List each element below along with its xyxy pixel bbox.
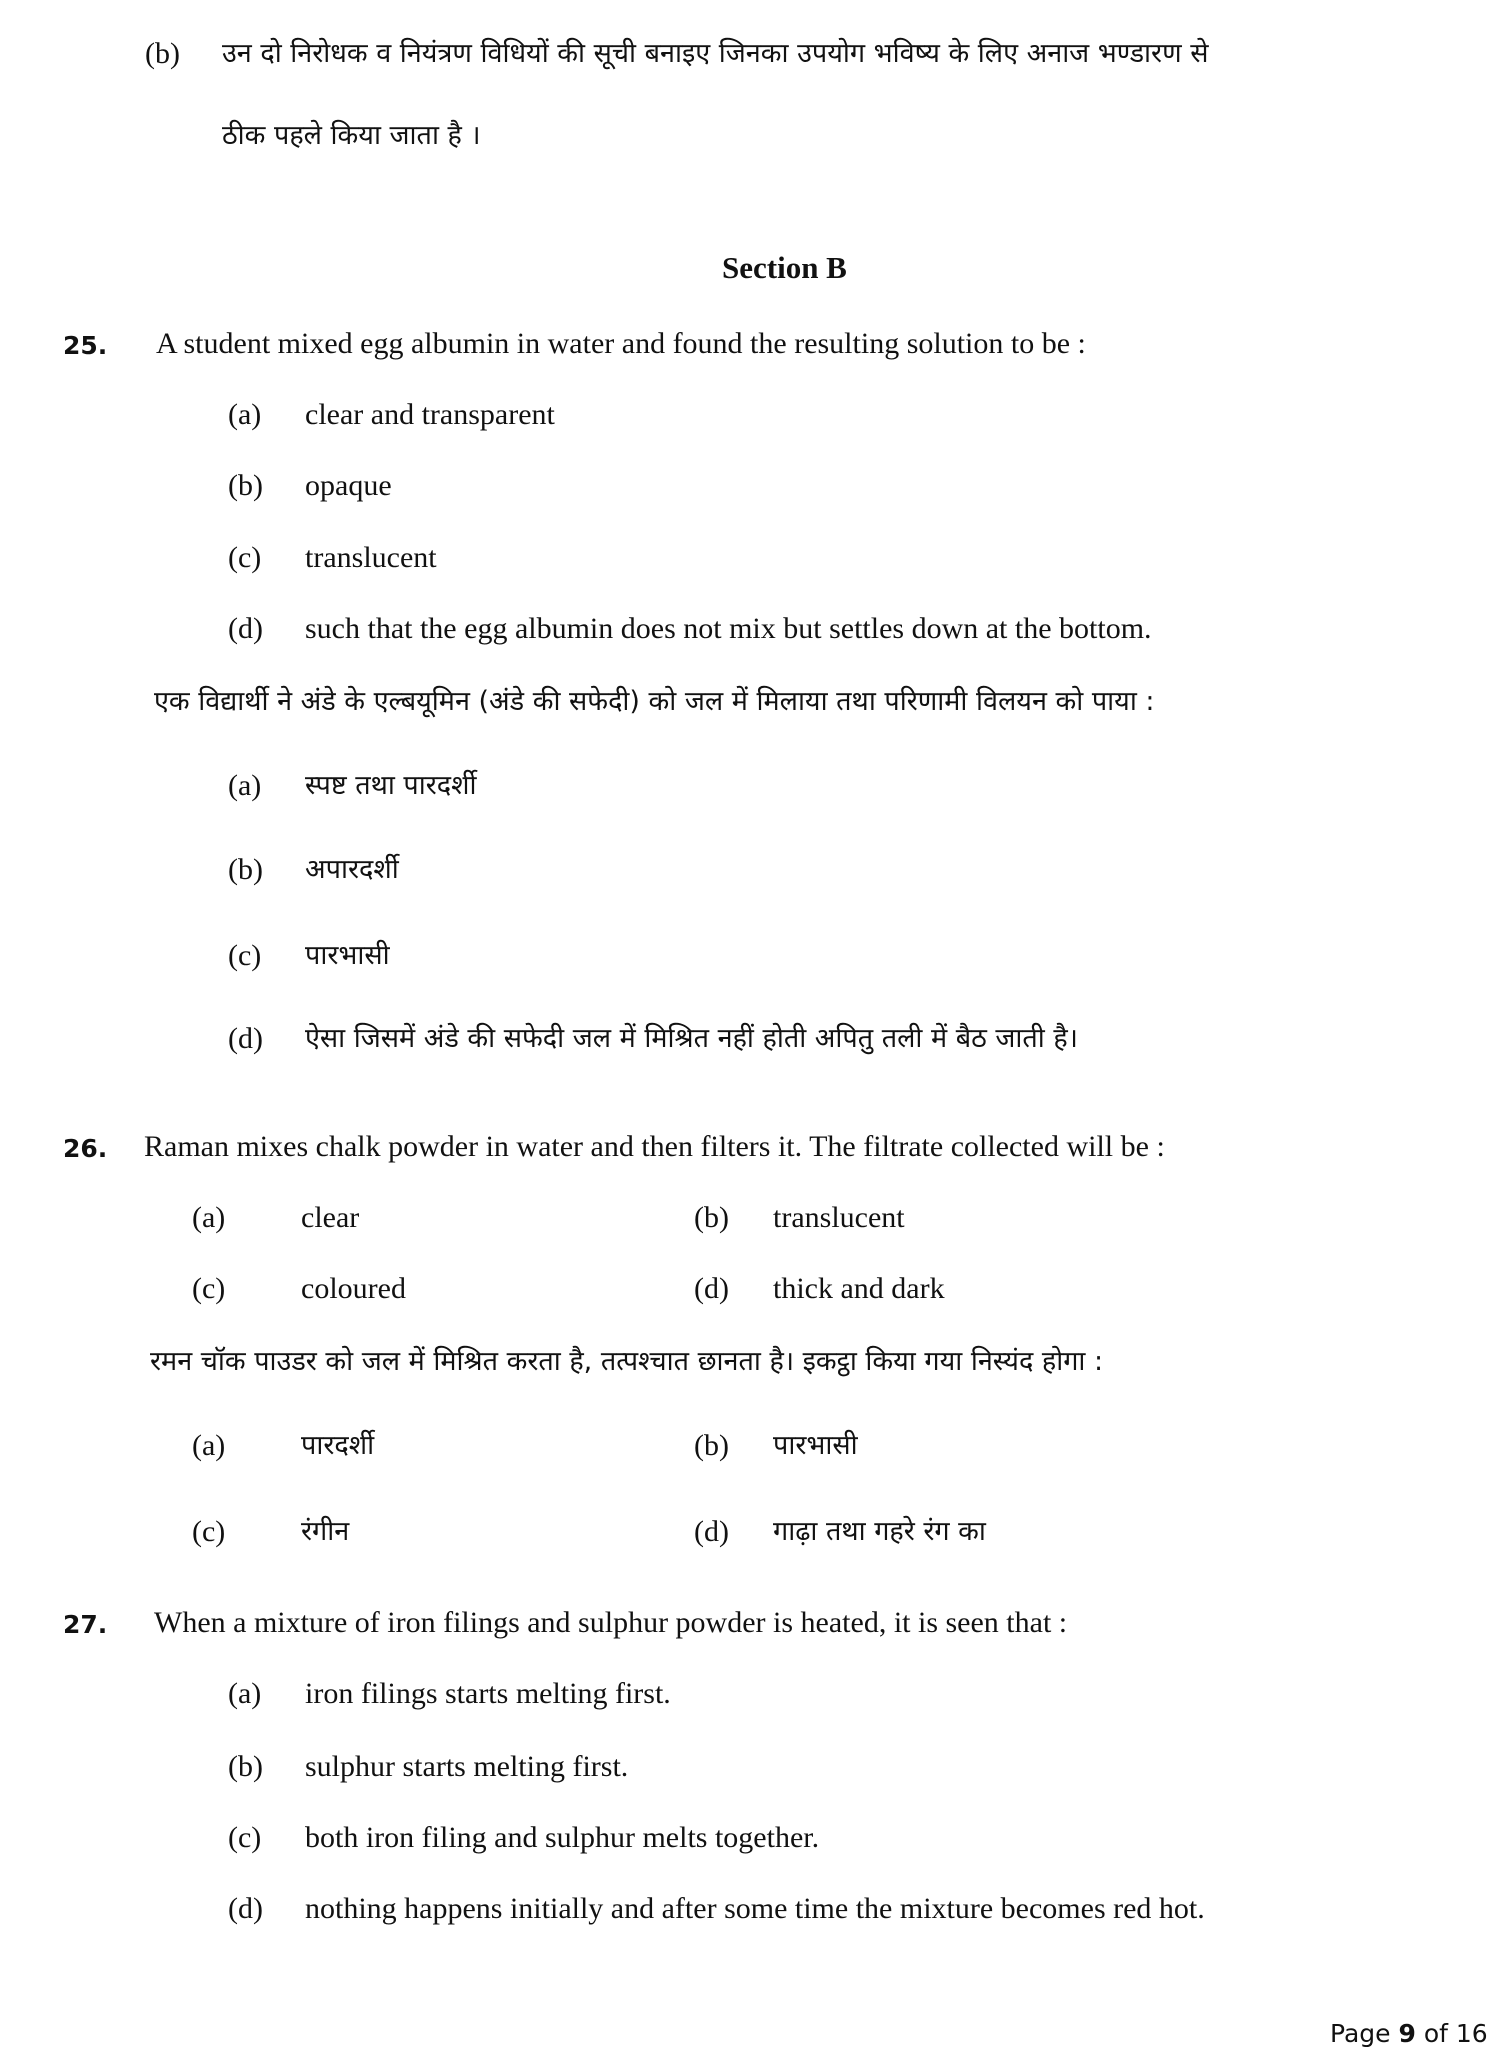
question-text-hindi: एक विद्यार्थी ने अंडे के एल्बयूमिन (अंडे की सफेदी) को जल में मिलाया तथा परिणामी विलयन को पाया :: [154, 686, 1155, 717]
option-label: (a): [192, 1201, 226, 1234]
option-text: coloured: [301, 1272, 406, 1305]
option-label: (a): [228, 769, 262, 802]
question-text-hindi: ठीक पहले किया जाता है ।: [222, 120, 481, 151]
option-text: clear: [301, 1201, 360, 1234]
question-text: When a mixture of iron filings and sulphur powder is heated, it is seen that :: [154, 1606, 1068, 1639]
option-text-hindi: गाढ़ा तथा गहरे रंग का: [773, 1516, 986, 1547]
option-label: (c): [192, 1272, 226, 1305]
option-label: (b): [145, 37, 180, 70]
option-label: (b): [228, 853, 263, 886]
option-label: (c): [228, 1821, 262, 1854]
page-total: of 16: [1415, 2019, 1488, 2048]
option-label: (a): [228, 398, 262, 431]
option-text: clear and transparent: [305, 398, 555, 431]
option-text: sulphur starts melting first.: [305, 1750, 629, 1783]
option-text-hindi: रंगीन: [301, 1516, 350, 1547]
question-text-hindi: उन दो निरोधक व नियंत्रण विधियों की सूची बनाइए जिनका उपयोग भविष्य के लिए अनाज भण्डारण से: [222, 38, 1209, 69]
option-text-hindi: ऐसा जिसमें अंडे की सफेदी जल में मिश्रित नहीं होती अपितु तली में बैठ जाती है।: [305, 1023, 1078, 1054]
option-label: (d): [694, 1272, 729, 1305]
option-text-hindi: पारभासी: [773, 1430, 858, 1461]
question-text: Raman mixes chalk powder in water and then filters it. The filtrate collected will be :: [144, 1130, 1165, 1163]
page-current: 9: [1398, 2019, 1416, 2048]
option-label: (c): [228, 939, 262, 972]
question-text: A student mixed egg albumin in water and found the resulting solution to be :: [156, 327, 1086, 360]
option-text: thick and dark: [773, 1272, 945, 1305]
option-text: both iron filing and sulphur melts together.: [305, 1821, 820, 1854]
option-label: (d): [228, 1022, 263, 1055]
option-label: (b): [694, 1201, 729, 1234]
question-number: 27.: [63, 1610, 108, 1639]
option-label: (d): [228, 612, 263, 645]
option-text: translucent: [305, 541, 437, 574]
option-text: iron filings starts melting first.: [305, 1677, 671, 1710]
option-label: (c): [228, 541, 262, 574]
option-text: opaque: [305, 469, 392, 502]
option-text: such that the egg albumin does not mix but settles down at the bottom.: [305, 612, 1152, 645]
option-label: (b): [228, 1750, 263, 1783]
option-label: (a): [228, 1677, 262, 1710]
option-label: (a): [192, 1429, 226, 1462]
option-label: (b): [228, 469, 263, 502]
option-label: (d): [228, 1892, 263, 1925]
page-number: [1330, 2016, 1488, 2052]
option-label: (c): [192, 1515, 226, 1548]
option-label: (d): [694, 1515, 729, 1548]
option-text: translucent: [773, 1201, 905, 1234]
question-number: 26.: [63, 1134, 108, 1163]
option-text-hindi: स्पष्ट तथा पारदर्शी: [305, 770, 477, 801]
page-prefix: Page: [1330, 2019, 1399, 2048]
section-title: Section B: [722, 250, 847, 285]
option-text-hindi: पारभासी: [305, 940, 390, 971]
option-text-hindi: अपारदर्शी: [305, 854, 399, 885]
option-text-hindi: पारदर्शी: [301, 1430, 375, 1461]
question-text-hindi: रमन चॉक पाउडर को जल में मिश्रित करता है, तत्पश्चात छानता है। इकट्ठा किया गया निस्यंद होगा :: [150, 1346, 1104, 1377]
option-label: (b): [694, 1429, 729, 1462]
question-number: 25.: [63, 331, 108, 360]
option-text: nothing happens initially and after some time the mixture becomes red hot.: [305, 1892, 1205, 1925]
